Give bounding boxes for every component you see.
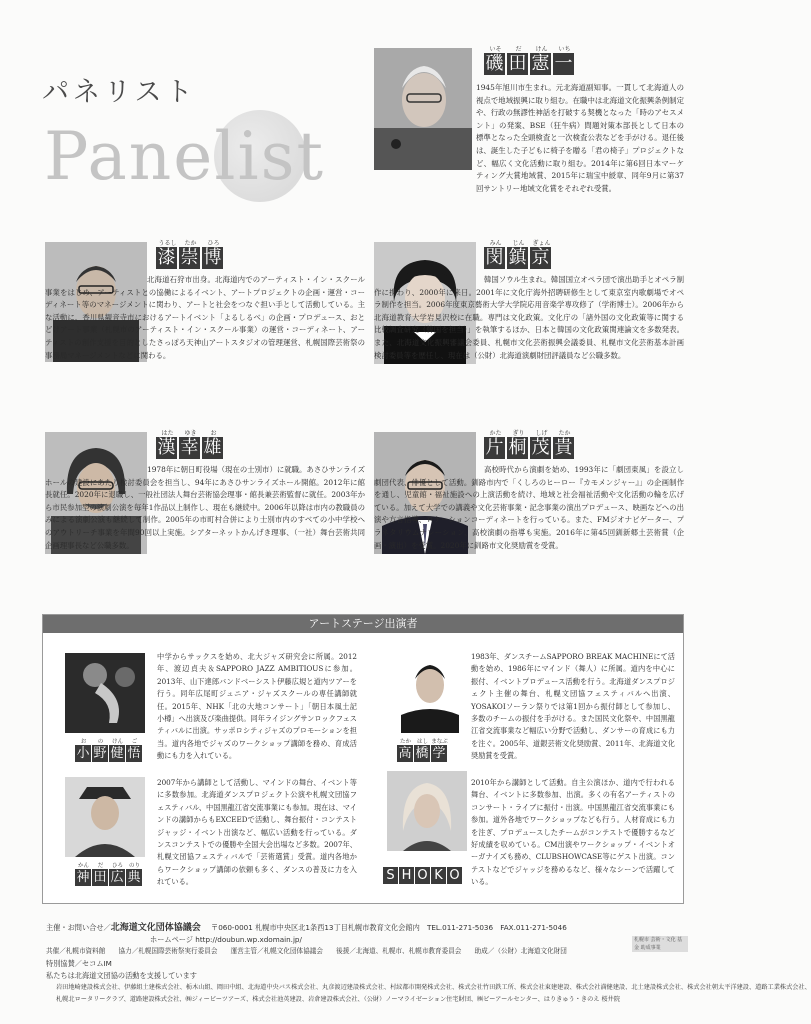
name-min: 閔 鎮 京 bbox=[485, 247, 550, 268]
fund-stamp: 札幌市 芸術・文化 基金 助成事業 bbox=[632, 936, 688, 952]
bio-ono: 中学からサックスを始め、北大ジャズ研究会に所属。2012年、渡辺貞夫＆SAPPORO JAZZ AMBITIOUSに参加。2013年、山下達郎バンドベーシスト伊藤広規と道内ツアーを行う。同年広尾町ジュニア・ジャズスクールの専任講師就任。2015年、NHK「北の大地コンサート」「朝日本風土記 小樽」へ出演及び楽曲提供。同年ライジングサンロックフェスティバルに出演。サッポロシティジャズのプロモーションを担当。道内各地でジャズのワークショップ講師を務め、育成活動にも力を入れている。 bbox=[157, 652, 365, 761]
bio-min: 韓国ソウル生まれ。韓国国立オペラ団で演出助手とオペラ制作に携わり、2000年に来日。2001年に文化庁海外招聘研修生として東京室内歌劇場でオペラ制作を担当。2006年度東京藝術大学大学院応用音楽学専攻修了（学術博士）。2006年から北海道教育大学岩見沢校に在職。専門は文化政策。文化庁の「諸外国の文化政策等に関する比較調査研究（韓国を担当）」を執筆するほか、日本と韓国の文化政策関連論文を多数発表。また、北海道文化振興審議会委員、札幌市文化芸術振興会議委員、札幌市文化芸術基本計画検討委員等を歴任し、現在は（公財）北海道演劇財団評議員など公職多数。 bbox=[374, 275, 684, 360]
art-stage-box bbox=[42, 614, 684, 904]
ruby-min: みん じん ぎょん bbox=[489, 240, 551, 247]
footer-supporters-1: 岩田地崎建設株式会社、伊藤組土建株式会社、栃木山組、岡田中組、北海道中央バス株式会社、丸彦渡辺建設株式会社、村紋都市開発株式会社、株式会社竹田鉄工所、株式会社東建建設、株式会社満健建設、北土建設株式会社、株式会社朝太平洋建設、道路工業株式会社、 bbox=[56, 984, 811, 991]
ruby-hata: はた ゆき お bbox=[161, 430, 217, 437]
name-shoko: S H O K O bbox=[383, 867, 462, 884]
section-title-jp: パネリスト bbox=[42, 77, 197, 108]
bio-takahashi: 1983年、ダンスチームSAPPORO BREAK MACHINEにて活動を始め、1986年にマインド（舞人）に所属。道内を中心に振付、イベントプロデュース活動を行う。北海道ダンスプロジェクト主催の舞台、札幌文団協フェスティバルへ出演、YOSAKOIソーラン祭りでは第1回から振付師として参加し、多数のチームの振付を手がける。また国民文化祭や、中国黒龍江省交流事業など幅広い分野で活動し、ダンサーの育成にも力を注ぐ。2005年、道銀芸術文化奨励賞、2011年、北海道文化奨励賞を受賞。 bbox=[471, 652, 675, 761]
art-stage-title: アートステージ出演者 bbox=[43, 615, 683, 633]
name-urushi: 漆 崇 博 bbox=[157, 247, 222, 268]
name-takahashi: 高 橋 学 bbox=[398, 746, 446, 761]
photo-takahashi bbox=[397, 653, 463, 733]
name-ono: 小 野 健 悟 bbox=[76, 746, 141, 761]
bio-isoda: 1945年旭川市生まれ。元北海道副知事。一貫して北海道人の視点で地域振興に取り組む。在職中は北海道文化振興条例制定や、行政の無謬性神話を打破する契機となった「時のアセスメント」の発案、BSE（狂牛病）問題対策本部長として日本の標準となった全頭検査と一次検査公表などを手がける。退任後は、誕生した子どもに椅子を贈る「君の椅子」プロジェクトなど、幅広く文化活動に取り組む。2014年に第6回日本マーケティング大賞地域賞、2015年に瑞宝中綬章、同年9月に第37回サントリー地域文化賞をそれぞれ受賞。 bbox=[476, 83, 684, 193]
photo-ono bbox=[65, 653, 145, 733]
footer-supporters-2: 札幌北ロータリークラブ、道路建設株式会社、㈱ジィービーツアーズ、株式会社池英建設、岩倉建設株式会社、（公財）ノーマライゼーション住宅財団、㈱ビーアールセンター、はりきゅう・きのえ 桜井院 bbox=[56, 996, 621, 1003]
photo-shoko bbox=[387, 771, 467, 851]
ruby-isoda: いそ だ けん いち bbox=[489, 46, 571, 53]
bio-hata: 1978年に朝日町役場（現在の士別市）に就職。あさひサンライズホールの建設にあたり検討委員会を担当し、94年にあさひサンライズホール開館。2012年に館長就任。2020年に退職し、一般社団法人舞台芸術協会理事・館長兼芸術監督に就任。2003年から市民参加型の演劇公演を毎年1作品以上制作し、現在も継続中。2006年以降は市内の教職員のみによる演劇公演も継続して制作。2005年の市町村合併により士別市内のすべての小中学校へのアウトリーチ事業を年間90回以上実施。シアターネットかんげき理事、（一社）舞台芸術共同企画理事長など公職多数。 bbox=[45, 465, 365, 550]
footer-sponsors: 共催／札幌市資料館 協力／札幌国際芸術祭実行委員会 運営主管／札幌文化団体協議会 後援／北海道、札幌市、札幌市教育委員会 助成／（公財）北海道文化財団 bbox=[46, 947, 567, 955]
photo-isoda bbox=[374, 48, 472, 170]
ruby-urushi: うるし たか ひろ bbox=[158, 240, 220, 247]
footer-special-sponsor: 特別協賛／セコムIM bbox=[46, 959, 112, 968]
ruby-takahashi: たか はし まなぶ bbox=[399, 739, 448, 745]
photo-kanda bbox=[65, 777, 145, 857]
name-isoda: 磯 田 憲 一 bbox=[485, 53, 573, 74]
name-hata: 漢 幸 雄 bbox=[157, 437, 222, 458]
bio-shoko: 2010年から講師として活動。自主公演ほか、道内で行われる舞台、イベントに多数参加、出演。多くの有名アーティストのコンサート・ライブに振付・出演。中国黒龍江省交流事業にも参加。道外各地でワークショップなども行う。人材育成にも力を注ぎ、プロデュースしたチームがコンテストで優勝するなど好成績を収めている。CM出演やワークショップ・イベントオーガナイズも務め、CLUBSHOWCASE等にゲスト出演。コンテストなどでジャッジを務めるなど、様々なシーンで活躍している。 bbox=[471, 778, 675, 887]
name-katagiri: 片 桐 茂 貴 bbox=[485, 437, 573, 458]
bio-kanda: 2007年から講師として活動し、マインドの舞台、イベント等に多数参加。北海道ダンスプロジェクト公演や札幌文団協フェスティバル、中国黒龍江省交流事業にも参加。現在は、マインドの講師からもEXCEEDで活動し、舞台振付・コンテストジャッジ・イベント出演など、幅広い活動を行っている。ダンスコンテストでの優勝や全国大会出場など多数。2007年、札幌文団協フェスティバルで「芸術選賞」受賞。道内各地からワークショップ講師の依頼も多く、ダンスの普及に力を入れている。 bbox=[157, 778, 357, 887]
bio-urushi: 北海道石狩市出身。北海道内でのアーティスト・イン・スクール事業をはじめ、アーティストとの協働によるイベント、アートプロジェクトの企画・運営・コーディネート等のマネージメントに関わり、アートと社会をつなぐ担い手として活動している。主な活動に、香川県観音寺市におけるアートイベント「よるしるべ」の企画・プロデュース、おとどけアート事業（札幌市のアーティスト・イン・スクール事業）の運営・コーディネート、アーティストの創作支援を目的としたさっぽろ天神山アートスタジオの管理運営、札幌国際芸術祭の事務局マネージメントなどに関わる。 bbox=[45, 275, 365, 360]
bio-katagiri: 高校時代から演劇を始め、1993年に「劇団東風」を設立し劇団代表、俳優として活動。釧路市内で「くしろのヒーロー『カモメンジャー』」の企画制作を通し、児童館・福祉施設への上演活動を続け、地域と社会福祉活動や文化活動の輪を広げている。加えて大学での講義や文化芸術事業・記念事業の演出プロデュース、映画などへの出演や方言指導、ロケーションコーディネートを行っている。また、FMジオナビゲーター、プラネタリウムナレーション、高校演劇の指導も実施。2016年に第45回釧新郷土芸術賞（企画・演出）を受賞。2020年に釧路市文化奨励賞を受賞。 bbox=[374, 465, 684, 550]
ruby-kanda: かん だ ひろ のり bbox=[77, 863, 140, 869]
ruby-katagiri: かた ぎり しげ たか bbox=[489, 430, 571, 437]
footer-organizer: 主催・お問い合せ／北海道文化団体協議会 〒060-0001 札幌市中央区北1条西13丁目札幌市教育文化会館内 TEL.011-271-5036 FAX.011-271-5046 bbox=[46, 923, 567, 933]
ruby-ono: お の けん ご bbox=[80, 739, 138, 745]
footer-website: ホームページ http://doubun.wp.xdomain.jp/ bbox=[150, 935, 302, 944]
footer-support-heading: 私たちは北海道文団協の活動を支援しています bbox=[46, 971, 197, 980]
name-kanda: 神 田 広 典 bbox=[76, 870, 141, 885]
section-title-en: Panelist bbox=[44, 118, 325, 195]
